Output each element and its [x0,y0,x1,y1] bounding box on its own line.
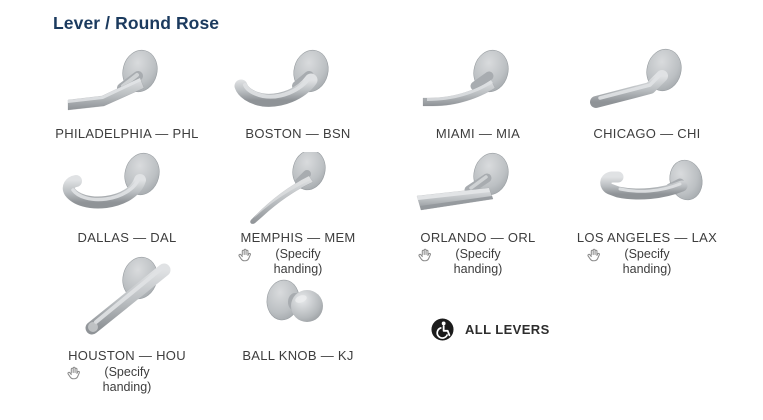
lever-image-dallas [42,150,212,226]
page-title: Lever / Round Rose [53,13,220,33]
specify-handing-block [393,247,563,279]
knob-image-ball-knob [213,252,383,344]
hand-icon [417,247,434,264]
all-levers-label: ALL LEVERS [465,322,550,337]
product-card-orlando [393,150,563,279]
product-label: MIAMI — MIA [435,126,521,141]
product-label: MEMPHIS — MEM [240,230,356,245]
product-label: LOS ANGELES — LAX [576,230,718,245]
product-card-dallas [42,150,212,245]
lever-image-boston [213,46,383,122]
product-label: PHILADELPHIA — PHL [55,126,199,141]
hand-icon [586,247,603,264]
product-card-chicago [562,46,732,141]
product-card-boston [213,46,383,141]
all-levers-row [431,318,550,341]
product-label: HOUSTON — HOU [68,348,186,363]
lever-image-los-angeles [562,150,732,226]
lever-image-memphis [213,150,383,226]
product-label: ORLANDO — ORL [420,230,536,245]
product-card-los-angeles [562,150,732,279]
lever-image-orlando [393,150,563,226]
product-card-houston [42,252,212,397]
lever-image-houston [42,252,212,344]
specify-handing-note: (Specify handing) [102,365,152,395]
product-label: BOSTON — BSN [245,126,351,141]
lever-image-miami [393,46,563,122]
specify-handing-note: (Specify handing) [453,247,503,277]
product-card-ball-knob [213,252,383,363]
specify-handing-note: (Specify handing) [622,247,672,277]
product-label: CHICAGO — CHI [593,126,701,141]
lever-image-chicago [562,46,732,122]
hand-icon [66,365,83,382]
specify-handing-block [42,365,212,397]
lever-image-philadelphia [42,46,212,122]
specify-handing-block [562,247,732,279]
product-label: DALLAS — DAL [77,230,177,245]
product-label: BALL KNOB — KJ [242,348,354,363]
wheelchair-icon [431,318,454,341]
product-card-philadelphia [42,46,212,141]
specify-handing-note: (Specify handing) [273,247,323,277]
product-card-miami [393,46,563,141]
